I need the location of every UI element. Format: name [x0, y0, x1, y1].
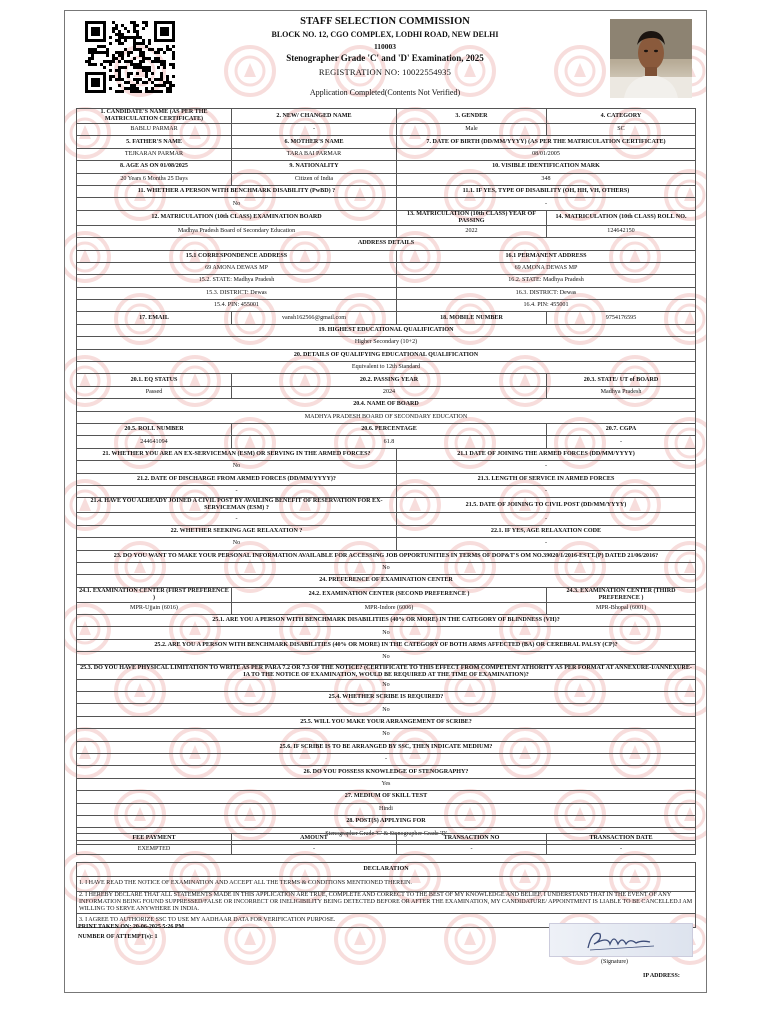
- field-label: 13. MATRICULATION (10th CLASS) YEAR OF PASSING: [397, 210, 547, 225]
- org-address: BLOCK NO. 12, CGO COMPLEX, LODHI ROAD, NEW DELHI: [271, 30, 499, 39]
- field-value: -: [77, 513, 397, 525]
- value-row: [77, 287, 696, 299]
- fee-value-cell: -: [397, 844, 547, 855]
- field-value: 69 AMONA DEWAS MP: [397, 262, 696, 274]
- label-row: [77, 250, 696, 262]
- field-value: Madhya Pradesh Board of Secondary Education: [77, 225, 397, 237]
- fee-header-cell: FEE PAYMENT: [77, 834, 232, 845]
- value-row: [77, 362, 696, 374]
- field-value: Citizen of India: [232, 173, 397, 185]
- field-label: 24.3. EXAMINATION CENTER (THIRD PREFERENCE ): [547, 587, 696, 602]
- field-label: ADDRESS DETAILS: [77, 238, 696, 250]
- value-row: [77, 300, 696, 312]
- declaration-item-row: [77, 891, 696, 913]
- field-label: 14. MATRICULATION (10th CLASS) ROLL NO.: [547, 210, 696, 225]
- field-label: 19. HIGHEST EDUCATIONAL QUALIFICATION: [77, 324, 696, 336]
- fee-value-cell: EXEMPTED: [77, 844, 232, 855]
- field-label: 20.7. CGPA: [547, 423, 696, 435]
- field-label: 1. CANDIDATE'S NAME (AS PER THE MATRICULATION CERTIFICATE): [77, 109, 232, 124]
- field-label: 21.4. HAVE YOU ALREADY JOINED A CIVIL POST BY AVAILING BENEFIT OF RESERVATION FOR EX-SERVICEMAN (ESM) ?: [77, 498, 397, 513]
- declaration-item: 3. I AGREE TO AUTHORIZE SSC TO USE MY AADHAAR DATA FOR VERIFICATION PURPOSE.: [77, 913, 696, 927]
- signature-image: [549, 923, 693, 957]
- field-value: No: [77, 562, 696, 574]
- field-value: No: [77, 461, 397, 473]
- field-label: 20.2. PASSING YEAR: [232, 374, 547, 386]
- label-row: [77, 791, 696, 803]
- field-value: No: [77, 679, 696, 691]
- value-row: [77, 173, 696, 185]
- field-label: 23. DO YOU WANT TO MAKE YOUR PERSONAL INFORMATION AVAILABLE FOR ACCESSING JOB OPPORTUNITIES IN TERMS OF DOP&T'S OM NO.39020/1/2016-ESTT.(P) DATED 21/06/2016?: [77, 550, 696, 562]
- field-value: 69 AMONA DEWAS MP: [77, 262, 397, 274]
- label-row: [77, 550, 696, 562]
- fee-header-row: [77, 834, 696, 845]
- field-label: 28. POST(S) APPLYING FOR: [77, 815, 696, 827]
- field-value: MPR-Bhopal (6001): [547, 602, 696, 614]
- field-label: 20.6. PERCENTAGE: [232, 423, 547, 435]
- field-label: 21.2. DATE OF DISCHARGE FROM ARMED FORCES (DD/MM/YYYY)?: [77, 473, 397, 485]
- label-row: [77, 399, 696, 411]
- field-value: 16.4. PIN: 455001: [397, 300, 696, 312]
- signature-label: (Signature): [601, 959, 628, 965]
- label-row: [77, 815, 696, 827]
- field-label: 2. NEW/ CHANGED NAME: [232, 109, 397, 124]
- field-value: 2024: [232, 386, 547, 398]
- field-label: 9. NATIONALITY: [232, 161, 397, 173]
- field-value: vansh162566@gmail.com: [232, 312, 397, 324]
- field-label: 25.4. WHETHER SCRIBE IS REQUIRED?: [77, 692, 696, 704]
- label-row: [77, 615, 696, 627]
- field-value: -: [77, 753, 696, 765]
- field-value: -: [547, 436, 696, 448]
- field-value: SC: [547, 124, 696, 136]
- label-row: [77, 423, 696, 435]
- label-row: [77, 374, 696, 386]
- field-label: 8. AGE AS ON 01/08/2025: [77, 161, 232, 173]
- value-row: [77, 436, 696, 448]
- field-label: 5. FATHER'S NAME: [77, 136, 232, 148]
- field-label: 25.1. ARE YOU A PERSON WITH BENCHMARK DISABILITIES (40% OR MORE) IN THE CATEGORY OF BLINDNESS (VH)?: [77, 615, 696, 627]
- value-row: [77, 411, 696, 423]
- field-label: 6. MOTHER'S NAME: [232, 136, 397, 148]
- field-label: 24.1. EXAMINATION CENTER (FIRST PREFERENCE ): [77, 587, 232, 602]
- field-label: 24.2. EXAMINATION CENTER (SECOND PREFERENCE ): [232, 587, 547, 602]
- field-value: BABLU PARMAR: [77, 124, 232, 136]
- field-value: Passed: [77, 386, 232, 398]
- field-value: 124642150: [547, 225, 696, 237]
- print-timestamp: PRINT TAKEN ON: 20-06-2025 5:26 PM: [78, 924, 185, 930]
- field-label: 20.1. EQ STATUS: [77, 374, 232, 386]
- label-row: [77, 525, 696, 537]
- field-label: 12. MATRICULATION (10th CLASS) EXAMINATION BOARD: [77, 210, 397, 225]
- field-label: 16.1 PERMANENT ADDRESS: [397, 250, 696, 262]
- field-value: -: [397, 485, 696, 497]
- field-value: 61.8: [232, 436, 547, 448]
- field-label: 3. GENDER: [397, 109, 547, 124]
- label-row: [77, 312, 696, 324]
- value-row: [77, 679, 696, 691]
- value-row: [77, 513, 696, 525]
- value-row: [77, 198, 696, 210]
- value-row: [77, 275, 696, 287]
- value-row: [77, 652, 696, 664]
- field-value: MADHYA PRADESH BOARD OF SECONDARY EDUCATION: [77, 411, 696, 423]
- label-row: [77, 448, 696, 460]
- exam-title: Stenographer Grade 'C' and 'D' Examination, 2025: [286, 53, 484, 63]
- declaration-item: 2. I HEREBY DECLARE THAT ALL STATEMENTS MADE IN THIS APPLICATION ARE TRUE, COMPLETE AND CORRECT TO THE BEST OF MY KNOWLEDGE AND BELIEF. I UNDERSTAND THAT IN THE EVENT OF ANY INFORMATION BEING FOUND SUPPRESSED/FALSE OR INCORRECT OR INELIGIBILITY BEING DETECTED BEFORE OR AFTER THE EXAMINATION, MY CANDIDATURE/ APPOINTMENT IS LIABLE TO BE CANCELLED.I AM WILLING TO SERVE ANYWHERE IN INDIA.: [77, 891, 696, 913]
- declaration-table: [76, 862, 696, 928]
- value-row: [77, 225, 696, 237]
- label-row: [77, 238, 696, 250]
- value-row: [77, 562, 696, 574]
- label-row: [77, 324, 696, 336]
- field-label: 20.5. ROLL NUMBER: [77, 423, 232, 435]
- field-value: Madhya Pradesh: [547, 386, 696, 398]
- value-row: [77, 485, 696, 497]
- attempt-count: NUMBER OF ATTEMPT(s): 1: [78, 934, 158, 940]
- field-value: No: [77, 729, 696, 741]
- fee-header-cell: TRANSACTION DATE: [547, 834, 696, 845]
- field-value: 08/01/2005: [397, 148, 696, 160]
- field-value: Equivalent to 12th Standard: [77, 362, 696, 374]
- field-value: No: [77, 538, 397, 550]
- field-value: 2022: [397, 225, 547, 237]
- field-label: 25.5. WILL YOU MAKE YOUR ARRANGEMENT OF SCRIBE?: [77, 716, 696, 728]
- org-name: STAFF SELECTION COMMISSION: [300, 16, 470, 27]
- field-label: 22. WHETHER SEEKING AGE RELAXATION ?: [77, 525, 397, 537]
- field-value: 9754176595: [547, 312, 696, 324]
- field-value: MPR-Ujjain (6016): [77, 602, 232, 614]
- field-label: 18. MOBILE NUMBER: [397, 312, 547, 324]
- application-sheet: [64, 10, 707, 993]
- declaration-item: 1. I HAVE READ THE NOTICE OF EXAMINATION AND ACCEPT ALL THE TERMS & CONDITIONS MENTIONED THEREIN.: [77, 877, 696, 891]
- qr-code: [85, 21, 175, 93]
- field-label: 11. WHETHER A PERSON WITH BENCHMARK DISABILITY (PwBD) ?: [77, 185, 397, 197]
- field-value: No: [77, 198, 397, 210]
- field-label: 20. DETAILS OF QUALIFYING EDUCATIONAL QUALIFICATION: [77, 349, 696, 361]
- label-row: [77, 210, 696, 225]
- label-row: [77, 664, 696, 679]
- field-label: 26. DO YOU POSSESS KNOWLEDGE OF STENOGRAPHY?: [77, 766, 696, 778]
- field-value: No: [77, 627, 696, 639]
- fee-table: [76, 833, 696, 855]
- field-value: Hindi: [77, 803, 696, 815]
- field-label: 25.3. DO YOU HAVE PHYSICAL LIMITATION TO WRITE AS PER PARA 7.2 OR 7.3 OF THE NOTICE? (CERTIFICATE TO THIS EFFECT FROM COMPETENT ATHORITY AS PER FORMAT AT ANNEXURE-I/ANNEXURE-IA TO THE NOTICE OF EXAMINATION, WOULD BE REQUIRED AT THE TIME OF EXAMINATION)?: [77, 664, 696, 679]
- field-value: 15.3. DISTRICT: Dewas: [77, 287, 397, 299]
- registration-number: REGISTRATION NO: 10022554935: [318, 67, 452, 77]
- declaration-title-row: [77, 863, 696, 877]
- label-row: [77, 498, 696, 513]
- field-value: TEJKARAN PARMAR: [77, 148, 232, 160]
- declaration-item-row: [77, 877, 696, 891]
- application-content: [65, 11, 706, 992]
- field-label: 25.2. ARE YOU A PERSON WITH BENCHMARK DISABILITIES (40% OR MORE) IN THE CATEGORY OF BOTH ARMS AFFECTED (BA) OR CEREBRAL PALSY (CP)?: [77, 639, 696, 651]
- value-row: [77, 627, 696, 639]
- field-value: 20 Years 6 Months 25 Days: [77, 173, 232, 185]
- label-row: [77, 766, 696, 778]
- field-label: 25.6. IF SCRIBE IS TO BE ARRANGED BY SSC, THEN INDICATE MEDIUM?: [77, 741, 696, 753]
- label-row: [77, 349, 696, 361]
- field-value: TARA BAI PARMAR: [232, 148, 397, 160]
- label-row: [77, 692, 696, 704]
- field-value: -: [397, 538, 696, 550]
- field-label: 27. MEDIUM OF SKILL TEST: [77, 791, 696, 803]
- field-value: -: [397, 513, 696, 525]
- field-label: 11.1. IF YES, TYPE OF DISABILITY (OH, HH, VH, OTHERS): [397, 185, 696, 197]
- label-row: [77, 136, 696, 148]
- field-value: No: [77, 704, 696, 716]
- org-pin: 110003: [373, 42, 397, 51]
- value-row: [77, 148, 696, 160]
- label-row: [77, 473, 696, 485]
- value-row: [77, 704, 696, 716]
- field-label: 15.1 CORRESPONDENCE ADDRESS: [77, 250, 397, 262]
- value-row: [77, 778, 696, 790]
- ip-address-label: IP ADDRESS:: [643, 973, 680, 979]
- field-label: 17. EMAIL: [77, 312, 232, 324]
- field-label: 20.3. STATE/ UT of BOARD: [547, 374, 696, 386]
- field-value: -: [397, 198, 696, 210]
- value-row: [77, 803, 696, 815]
- value-row: [77, 262, 696, 274]
- label-row: [77, 161, 696, 173]
- field-value: 16.2. STATE: Madhya Pradesh: [397, 275, 696, 287]
- field-value: -: [232, 124, 397, 136]
- field-value: Higher Secondary (10+2): [77, 337, 696, 349]
- field-value: 16.3. DISTRICT: Dewas: [397, 287, 696, 299]
- value-row: [77, 337, 696, 349]
- candidate-photo: [610, 19, 692, 98]
- field-value: 244641094: [77, 436, 232, 448]
- value-row: [77, 538, 696, 550]
- field-value: Stenographer Grade 'C' & Stenographer Grade 'D': [77, 828, 696, 840]
- label-row: [77, 575, 696, 587]
- field-label: 24. PREFERENCE OF EXAMINATION CENTER: [77, 575, 696, 587]
- field-value: 15.4. PIN: 455001: [77, 300, 397, 312]
- fee-header-cell: TRANSACTION NO: [397, 834, 547, 845]
- field-value: No: [77, 652, 696, 664]
- field-value: 348: [397, 173, 696, 185]
- field-value: Yes: [77, 778, 696, 790]
- declaration-title: DECLARATION: [77, 863, 696, 877]
- fee-value-cell: -: [232, 844, 397, 855]
- field-value: -: [397, 461, 696, 473]
- field-label: 21. WHETHER YOU ARE AN EX-SERVICEMAN (ESM) OR SERVING IN THE ARMED FORCES?: [77, 448, 397, 460]
- value-row: [77, 461, 696, 473]
- application-status: Application Completed(Contents Not Verified): [309, 88, 461, 97]
- value-row: [77, 753, 696, 765]
- label-row: [77, 639, 696, 651]
- label-row: [77, 741, 696, 753]
- field-value: 15.2. STATE: Madhya Pradesh: [77, 275, 397, 287]
- fee-header-cell: AMOUNT: [232, 834, 397, 845]
- fee-value-cell: -: [547, 844, 696, 855]
- label-row: [77, 716, 696, 728]
- label-row: [77, 109, 696, 124]
- field-label: 21.5. DATE OF JOINING TO CIVIL POST (DD/MM/YYYY): [397, 498, 696, 513]
- value-row: [77, 386, 696, 398]
- field-value: -: [77, 485, 397, 497]
- value-row: [77, 729, 696, 741]
- field-label: 7. DATE OF BIRTH (DD/MM/YYYY) (AS PER THE MATRICULATION CERTIFICATE): [397, 136, 696, 148]
- value-row: [77, 124, 696, 136]
- application-details-table: [76, 108, 696, 841]
- fee-value-row: [77, 844, 696, 855]
- field-label: 10. VISIBLE IDENTIFICATION MARK: [397, 161, 696, 173]
- field-label: 22.1. IF YES, AGE RELAXATION CODE: [397, 525, 696, 537]
- field-value: Male: [397, 124, 547, 136]
- label-row: [77, 587, 696, 602]
- label-row: [77, 185, 696, 197]
- field-label: 20.4. NAME OF BOARD: [77, 399, 696, 411]
- field-value: MPR-Indore (6006): [232, 602, 547, 614]
- field-label: 4. CATEGORY: [547, 109, 696, 124]
- field-label: 21.3. LENGTH OF SERVICE IN ARMED FORCES: [397, 473, 696, 485]
- value-row: [77, 602, 696, 614]
- field-label: 21.1 DATE OF JOINING THE ARMED FORCES (DD/MM/YYYY): [397, 448, 696, 460]
